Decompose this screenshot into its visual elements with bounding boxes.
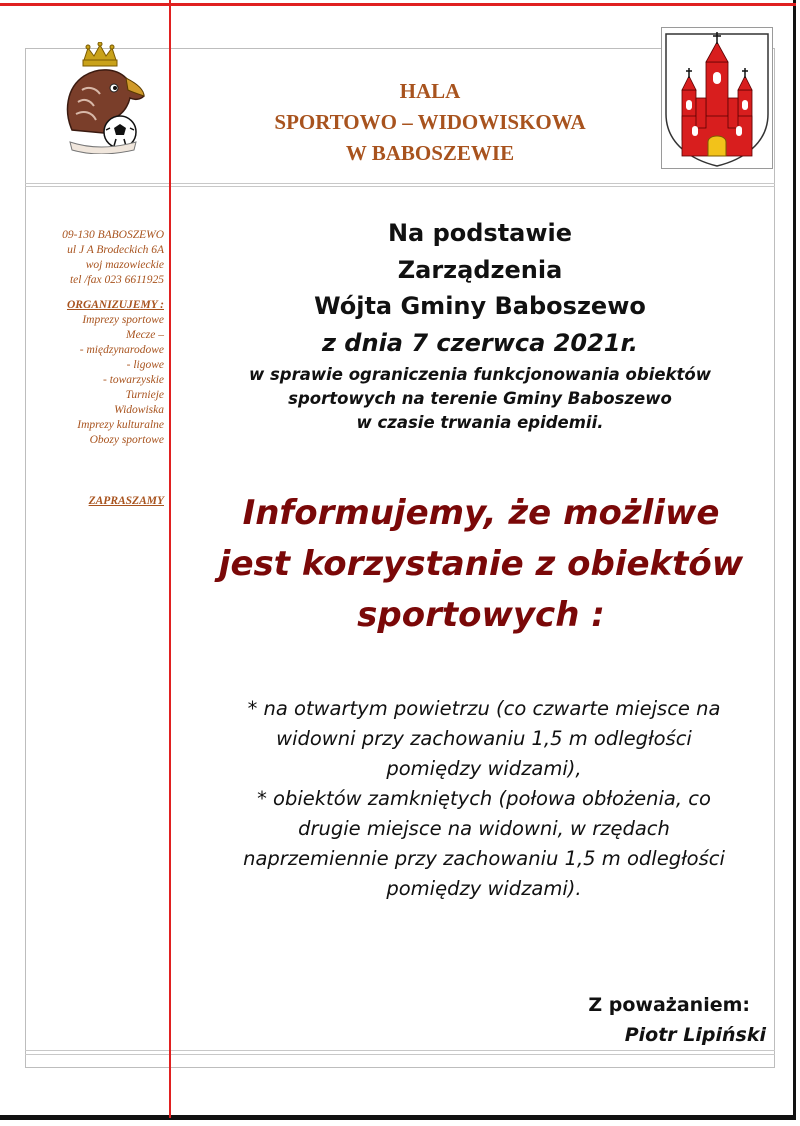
organize-item: - towarzyskie bbox=[102, 374, 164, 386]
rules-line: widowni przy zachowaniu 1,5 m odległości bbox=[276, 727, 692, 750]
organize-item: Turnieje bbox=[125, 389, 164, 401]
church-coat-of-arms-icon bbox=[661, 27, 773, 169]
footer-divider bbox=[25, 1050, 775, 1051]
subject-line: w czasie trwania epidemii. bbox=[356, 413, 604, 432]
subject-line: w sprawie ograniczenia funkcjonowania obiektów bbox=[249, 365, 711, 384]
eagle-crown-football-logo-icon bbox=[54, 42, 146, 154]
rules-line: naprzemiennie przy zachowaniu 1,5 m odległości bbox=[243, 847, 725, 870]
sidebar-contact bbox=[28, 228, 164, 509]
rules-line: pomiędzy widzami), bbox=[386, 757, 582, 780]
rules-list bbox=[178, 694, 790, 904]
organize-item: Mecze – bbox=[126, 329, 164, 341]
intro-line: Na podstawie bbox=[387, 219, 573, 247]
header-divider-double bbox=[25, 186, 775, 187]
phone-fax-line: tel /fax 023 6611925 bbox=[69, 274, 164, 286]
announcement-line: sportowych : bbox=[357, 595, 605, 635]
signature-greeting: Z poważaniem: bbox=[588, 994, 750, 1016]
decree-date: z dnia 7 czerwca 2021r. bbox=[321, 328, 638, 357]
announcement-line: Informujemy, że możliwe bbox=[242, 493, 720, 533]
organize-item: Obozy sportowe bbox=[89, 434, 164, 446]
signature-block bbox=[588, 990, 766, 1050]
header-divider bbox=[25, 183, 775, 184]
announcement-heading bbox=[172, 488, 790, 641]
organize-item: - międzynarodowe bbox=[79, 344, 164, 356]
intro-line: Wójta Gminy Baboszewo bbox=[314, 292, 646, 320]
rules-line: drugie miejsce na widowni, w rzędach bbox=[298, 817, 670, 840]
top-margin-guide bbox=[0, 3, 796, 6]
announcement-line: jest korzystanie z obiektów bbox=[218, 544, 744, 584]
signature-name: Piotr Lipiński bbox=[624, 1024, 766, 1046]
organize-heading: ORGANIZUJEMY : bbox=[66, 299, 164, 311]
intro-line: Zarządzenia bbox=[397, 255, 563, 284]
organize-item: Imprezy kulturalne bbox=[77, 419, 164, 431]
hall-title bbox=[210, 76, 650, 169]
hall-title-line: SPORTOWO – WIDOWISKOWA bbox=[274, 110, 586, 134]
left-margin-guide bbox=[169, 0, 171, 1118]
address-line: ul J A Brodeckich 6A bbox=[67, 244, 164, 256]
rules-line: pomiędzy widzami). bbox=[386, 877, 582, 900]
invite-text: ZAPRASZAMY bbox=[88, 495, 164, 507]
footer-divider-double bbox=[25, 1054, 775, 1055]
address-line: 09-130 BABOSZEWO bbox=[62, 229, 164, 241]
rules-line: * na otwartym powietrzu (co czwarte miejsce na bbox=[247, 697, 721, 720]
address-line: woj mazowieckie bbox=[85, 259, 164, 271]
organize-item: - ligowe bbox=[126, 359, 164, 371]
decree-reference bbox=[180, 215, 780, 435]
rules-line: * obiektów zamkniętych (połowa obłożenia, co bbox=[257, 787, 711, 810]
hall-title-line: HALA bbox=[399, 79, 461, 103]
hall-title-line: W BABOSZEWIE bbox=[345, 141, 515, 165]
subject-line: sportowych na terenie Gminy Baboszewo bbox=[288, 389, 672, 408]
organize-item: Imprezy sportowe bbox=[82, 314, 164, 326]
organize-item: Widowiska bbox=[114, 404, 164, 416]
